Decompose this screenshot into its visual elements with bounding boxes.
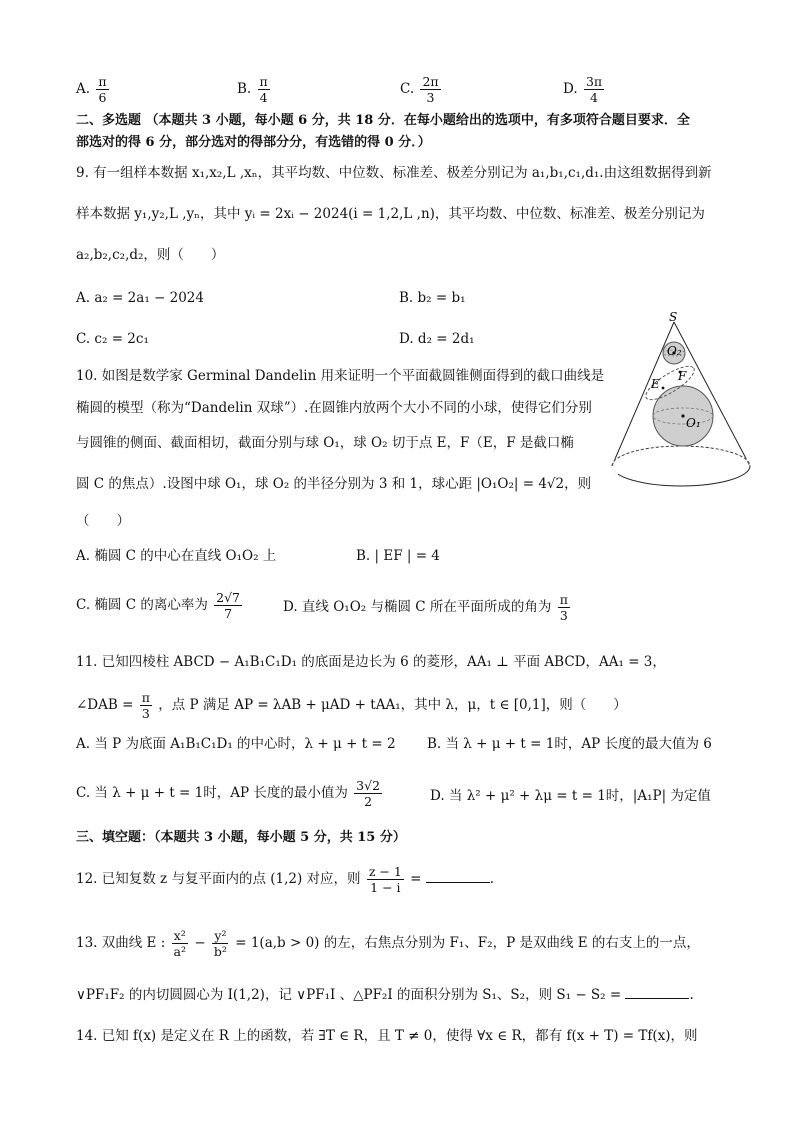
section2-heading: 二、多选题 （本题共 3 小题，每小题 6 分，共 18 分．在每小题给出的选项中，有多项符合题目要求．全 — [76, 113, 690, 128]
fraction: $\frac{\text{x²}}{\text{a²}}$ — [173, 928, 187, 959]
q8-option-b: B. $\frac{\pi}{4}$ — [237, 74, 268, 105]
q10-option-c: C. 椭圆 C 的离心率为 $\frac{2√7}{7}$ — [76, 590, 241, 621]
q9-option-c: C. c₂ = 2c₁ — [76, 331, 149, 347]
fraction: $\frac{2√7}{7}$ — [216, 590, 241, 621]
q11-option-b: B. 当 λ + μ + t = 1时，AP 长度的最大值为 6 — [427, 736, 712, 752]
fraction: $\frac{2\pi}{3}$ — [422, 74, 439, 105]
q14-stem-line1: 14. 已知 f(x) 是定义在 R 上的函数，若 ∃T ∈ R，且 T ≠ 0，使得 ∀x ∈ R，都有 f(x + T) = Tf(x)，则 — [76, 1028, 698, 1044]
q9-option-d: D. d₂ = 2d₁ — [399, 331, 475, 347]
q10-option-d: D. 直线 O₁O₂ 与椭圆 C 所在平面所成的角为 $\frac{\pi}{3}$ — [283, 592, 568, 623]
q10-option-b: B. | EF | = 4 — [356, 548, 440, 564]
q8-option-a: A. $\frac{\pi}{6}$ — [76, 74, 107, 105]
q11-option-c: C. 当 λ + μ + t = 1时，AP 长度的最小值为 $\frac{3√2}{2}$ — [76, 778, 381, 809]
section3-heading: 三、填空题：（本题共 3 小题，每小题 5 分，共 15 分） — [76, 830, 406, 845]
q11-option-d: D. 当 λ² + μ² + λμ = t = 1时，|A₁P| 为定值 — [430, 788, 711, 804]
dandelin-spheres-figure — [610, 308, 752, 494]
fraction: $\frac{\pi}{3}$ — [559, 592, 568, 623]
fraction: $\frac{\pi}{4}$ — [259, 74, 268, 105]
fraction: $\frac{z - 1}{1 - i}$ — [368, 864, 402, 895]
fraction: $\frac{3\pi}{4}$ — [585, 74, 603, 105]
q11-stem-line2: ∠DAB = $\frac{\pi}{3}$ ，点 P 满足 AP = λAB + μAD + tAA₁，其中 λ，μ，t ∈ [0,1]，则（ ） — [76, 690, 627, 721]
q10-stem-line3: 与圆锥的侧面、截面相切，截面分别与球 O₁，球 O₂ 切于点 E，F（E，F 是截口椭 — [76, 435, 574, 451]
q10-stem-line2: 椭圆的模型（称为“Dandelin 双球”）.在圆锥内放两个大小不同的小球，使得它们分别 — [76, 400, 592, 416]
label-f: F — [678, 369, 687, 383]
cone-base-back — [612, 446, 750, 466]
label-o2: O₂ — [667, 344, 682, 358]
q8-option-d: D. $\frac{3\pi}{4}$ — [563, 74, 603, 105]
q10-stem-line5: （ ） — [76, 513, 130, 529]
section2-heading-cont: 部选对的得 6 分，部分选对的得部分分，有选错的得 0 分．） — [76, 135, 431, 150]
fraction: $\frac{\text{y²}}{\text{b²}}$ — [213, 928, 227, 959]
answer-blank[interactable] — [625, 984, 689, 999]
label-o1: O₁ — [686, 416, 701, 430]
answer-blank[interactable] — [426, 868, 490, 883]
q10-stem-line4: 圆 C 的焦点）.设图中球 O₁，球 O₂ 的半径分别为 3 和 1，球心距 |O₁O₂| = 4√2，则 — [76, 476, 592, 492]
q8-option-c: C. $\frac{2\pi}{3}$ — [400, 74, 439, 105]
q9-option-a: A. a₂ = 2a₁ − 2024 — [76, 290, 204, 306]
q11-option-a: A. 当 P 为底面 A₁B₁C₁D₁ 的中心时，λ + μ + t = 2 — [76, 736, 396, 752]
label-e: E — [651, 377, 660, 391]
fraction: $\frac{\pi}{6}$ — [98, 74, 107, 105]
q12-stem: 12. 已知复数 z 与复平面内的点 (1,2) 对应，则 $\frac{z - 1}{1 - i}$ = . — [76, 864, 495, 895]
q13-stem-line2: ∨PF₁F₂ 的内切圆圆心为 I(1,2)，记 ∨PF₁I 、△PF₂I 的面积分别为 S₁、S₂，则 S₁ − S₂ = . — [76, 984, 694, 1005]
q13-stem-line1: 13. 双曲线 E : $\frac{\text{x²}}{\text{a²}}$ − $\frac{\text{y²}}{\text{b²}}$ = 1(a,b > 0) 的左，右焦点分别为 F₁、F₂，P 是双曲线 E 的右支上的一点， — [76, 928, 700, 959]
q10-stem-line1: 10. 如图是数学家 Germinal Dandelin 用来证明一个平面截圆锥侧面得到的截口曲线是 — [76, 368, 605, 384]
label-s: S — [669, 310, 678, 324]
q11-stem-line1: 11. 已知四棱柱 ABCD − A₁B₁C₁D₁ 的底面是边长为 6 的菱形，AA₁ ⊥ 平面 ABCD，AA₁ = 3， — [76, 654, 666, 670]
q9-option-b: B. b₂ = b₁ — [399, 290, 466, 306]
q9-stem-line2: 样本数据 y₁,y₂,L ,yₙ，其中 yᵢ = 2xᵢ − 2024(i = 1,2,L ,n)，其平均数、中位数、标准差、极差分别记为 — [76, 206, 705, 222]
q9-stem-line3: a₂,b₂,c₂,d₂，则（ ） — [76, 247, 225, 263]
fraction: $\frac{\pi}{3}$ — [141, 690, 150, 721]
fraction: $\frac{3√2}{2}$ — [356, 778, 381, 809]
q10-option-a: A. 椭圆 C 的中心在直线 O₁O₂ 上 — [76, 548, 277, 564]
q9-stem-line1: 9. 有一组样本数据 x₁,x₂,L ,xₙ，其平均数、中位数、标准差、极差分别记为 a₁,b₁,c₁,d₁.由这组数据得到新 — [76, 165, 712, 181]
